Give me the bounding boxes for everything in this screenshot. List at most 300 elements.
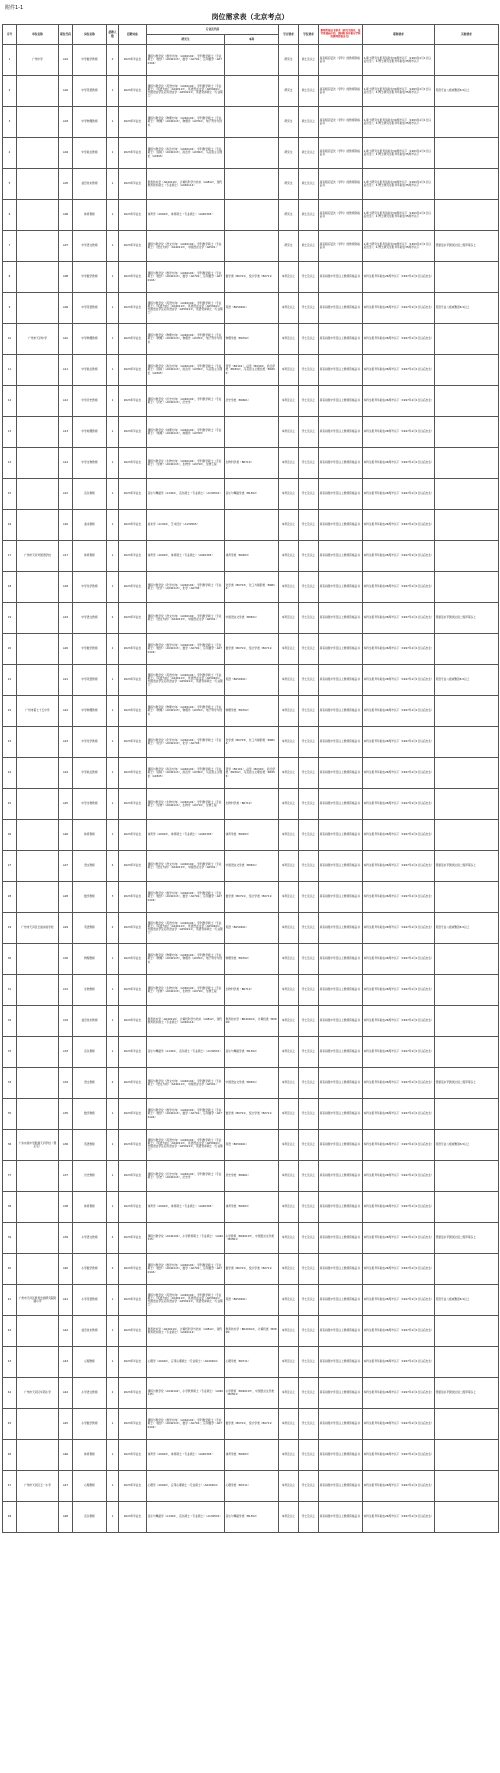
- title-cell: 本科生报考年龄在26周岁以下（1997年1月1日以后出生）: [363, 944, 435, 975]
- seq-cell: 30: [3, 944, 17, 975]
- other-cell: [435, 169, 499, 200]
- count-cell: 1: [107, 324, 119, 355]
- col-unit: 单位名称: [17, 25, 59, 45]
- seq-cell: 6: [3, 200, 17, 231]
- unit-cell: [17, 417, 59, 448]
- table-row: [3, 1254, 499, 1285]
- code-cell: A32: [59, 1006, 73, 1037]
- target-cell: 2023年毕业生: [119, 1347, 147, 1378]
- cert-cell: 具有初级中学及以上教师资格证书: [319, 603, 363, 634]
- seq-cell: 46: [3, 1440, 17, 1471]
- other-cell: [435, 820, 499, 851]
- title-cell: 本科生报考年龄在26周岁以下（1997年1月1日以后出生）: [363, 758, 435, 789]
- title-cell: 本科生报考年龄在26周岁以下（1997年1月1日以后出生）: [363, 665, 435, 696]
- seq-cell: 34: [3, 1068, 17, 1099]
- code-cell: A24: [59, 758, 73, 789]
- unit-cell: [17, 1316, 59, 1347]
- title-cell: 本科生报考年龄在26周岁以下（1997年1月1日以后出生）: [363, 324, 435, 355]
- other-cell: [435, 634, 499, 665]
- ug-major-cell: 体育学类（B0403）: [225, 1440, 279, 1471]
- title-cell: 本科生报考年龄在26周岁以下（1997年1月1日以后出生）: [363, 820, 435, 851]
- count-cell: 1: [107, 76, 119, 107]
- edu-cell: 本科及以上: [279, 572, 299, 603]
- post-cell: 心理教师: [73, 1347, 107, 1378]
- table-row: [3, 541, 499, 572]
- cert-cell: 具有初级中学及以上教师资格证书: [319, 1006, 363, 1037]
- other-cell: [435, 510, 499, 541]
- seq-cell: 31: [3, 975, 17, 1006]
- post-cell: 历史教师: [73, 1161, 107, 1192]
- edu-cell: 研究生: [279, 76, 299, 107]
- code-cell: A13: [59, 417, 73, 448]
- code-cell: A07: [59, 231, 73, 262]
- grad-major-cell: 课程与教学论（化学方向）（A040102），学科教学硕士（专业硕士）（化学）（A040113），化学（A0703）: [147, 572, 225, 603]
- code-cell: A29: [59, 913, 73, 944]
- col-degree: 学位要求: [299, 25, 319, 45]
- other-cell: [435, 107, 499, 138]
- table-row: [3, 448, 499, 479]
- target-cell: 2023年毕业生: [119, 1161, 147, 1192]
- grad-major-cell: 课程与教学论（语文方向）（A040102），学科教学硕士（专业硕士）（语文方向）（A040113），中国语言文学（A0501）: [147, 1068, 225, 1099]
- cert-cell: 具有初级中学及以上教师资格证书: [319, 789, 363, 820]
- post-cell: 小学语文教师: [73, 1378, 107, 1409]
- seq-cell: 10: [3, 324, 17, 355]
- count-cell: 1: [107, 1037, 119, 1068]
- edu-cell: 本科及以上: [279, 758, 299, 789]
- seq-cell: 13: [3, 417, 17, 448]
- degree-cell: 硕士及以上: [299, 107, 319, 138]
- unit-cell: [17, 262, 59, 293]
- ug-major-cell: 生物科学类（B0710）: [225, 448, 279, 479]
- table-row: [3, 1130, 499, 1161]
- edu-cell: 本科及以上: [279, 727, 299, 758]
- grad-major-cell: 课程与教学论（物理方向）（A040102），学科教学硕士（专业硕士）（物理）（A040113），物理学（A0702），电子科学与技术: [147, 944, 225, 975]
- count-cell: 1: [107, 1347, 119, 1378]
- ug-major-cell: 中国语言文学类（B0501）: [225, 1068, 279, 1099]
- table-row: [3, 603, 499, 634]
- code-cell: A05: [59, 169, 73, 200]
- ug-major-cell: 化学类（B0703），化工与制药类（B0814）: [225, 572, 279, 603]
- edu-cell: 本科及以上: [279, 1347, 299, 1378]
- table-row: [3, 76, 499, 107]
- ug-major-cell: 小学教育（B040107），中国语言文学类（B0501）: [225, 1223, 279, 1254]
- ug-major-cell: [225, 76, 279, 107]
- unit-cell: [17, 1223, 59, 1254]
- table-row: [3, 1006, 499, 1037]
- ug-major-cell: [225, 169, 279, 200]
- title-cell: 本科生报考年龄在26周岁以下（1997年1月1日以后出生）: [363, 572, 435, 603]
- count-cell: 1: [107, 541, 119, 572]
- target-cell: 2023年毕业生: [119, 1037, 147, 1068]
- grad-major-cell: 课程与教学论（政治方向）（A040102），学科教学硕士（专业硕士）（思政）（A040113），政治学（A0302），马克思主义理论（A0305）: [147, 138, 225, 169]
- seq-cell: 8: [3, 262, 17, 293]
- degree-cell: 学士及以上: [299, 913, 319, 944]
- unit-cell: [17, 386, 59, 417]
- unit-cell: 广州市天河区五一小学: [17, 1471, 59, 1502]
- count-cell: 1: [107, 665, 119, 696]
- count-cell: 1: [107, 169, 119, 200]
- cert-cell: 具有初级中学及以上教师资格证书: [319, 1037, 363, 1068]
- grad-major-cell: 课程与教学论（数学方向）（A040102），学科教学硕士（专业硕士）（数学）（A040113），数学（A0701），应用数学（A070104）: [147, 882, 225, 913]
- post-cell: 中学英语教师: [73, 665, 107, 696]
- post-cell: 中学语文教师: [73, 231, 107, 262]
- degree-cell: 学士及以上: [299, 1223, 319, 1254]
- post-cell: 心理教师: [73, 1471, 107, 1502]
- other-cell: [435, 262, 499, 293]
- table-row: [3, 355, 499, 386]
- target-cell: 2023年毕业生: [119, 1254, 147, 1285]
- post-cell: 中学物理教师: [73, 324, 107, 355]
- unit-cell: [17, 975, 59, 1006]
- title-cell: 本科生报考年龄在26周岁以下（1997年1月1日以后出生）: [363, 634, 435, 665]
- target-cell: 2023年毕业生: [119, 913, 147, 944]
- cert-cell: 具有初级中学及以上教师资格证书: [319, 1192, 363, 1223]
- code-cell: A17: [59, 541, 73, 572]
- target-cell: 2023年毕业生: [119, 76, 147, 107]
- title-cell: 本科生报考年龄在26周岁以下（1997年1月1日以后出生）: [363, 1130, 435, 1161]
- degree-cell: 学士及以上: [299, 665, 319, 696]
- grad-major-cell: 心理学（A0402），应用心理硕士（专业硕士）（A040204）: [147, 1347, 225, 1378]
- degree-cell: 学士及以上: [299, 1347, 319, 1378]
- edu-cell: 本科及以上: [279, 1099, 299, 1130]
- unit-cell: [17, 231, 59, 262]
- title-cell: 本科生报考年龄在26周岁以下（1997年1月1日以后出生）: [363, 882, 435, 913]
- cert-cell: 具有初级中学及以上教师资格证书: [319, 1471, 363, 1502]
- post-cell: 英语教师: [73, 1130, 107, 1161]
- cert-cell: 具有初级中学及以上教师资格证书: [319, 1378, 363, 1409]
- degree-cell: 学士及以上: [299, 1161, 319, 1192]
- title-cell: 本科生报考年龄在26周岁以下（1997年1月1日以后出生）: [363, 386, 435, 417]
- count-cell: 3: [107, 882, 119, 913]
- edu-cell: 本科及以上: [279, 479, 299, 510]
- target-cell: 2023年毕业生: [119, 231, 147, 262]
- table-row: [3, 1285, 499, 1316]
- unit-cell: [17, 200, 59, 231]
- title-cell: 本科生报考年龄在26周岁以下（1997年1月1日以后出生）: [363, 1316, 435, 1347]
- unit-cell: [17, 572, 59, 603]
- seq-cell: 45: [3, 1409, 17, 1440]
- ug-major-cell: 物理学类（B0702）: [225, 696, 279, 727]
- ug-major-cell: 英语（B050201）: [225, 913, 279, 944]
- target-cell: 2023年毕业生: [119, 138, 147, 169]
- title-cell: 本科生报考年龄在26周岁以下（1997年1月1日以后出生）: [363, 696, 435, 727]
- grad-major-cell: 课程与教学论（地理方向）（A040102），学科教学硕士（专业硕士）（地理）（A040113），地理学（A0705）: [147, 417, 225, 448]
- title-cell: 本科生报考年龄在26周岁以下（1997年1月1日以后出生）: [363, 262, 435, 293]
- seq-cell: 38: [3, 1192, 17, 1223]
- unit-cell: [17, 169, 59, 200]
- edu-cell: 本科及以上: [279, 1068, 299, 1099]
- code-cell: A44: [59, 1378, 73, 1409]
- target-cell: 2023年毕业生: [119, 1006, 147, 1037]
- edu-cell: 本科及以上: [279, 417, 299, 448]
- post-cell: 体育教师: [73, 1440, 107, 1471]
- post-cell: 体育教师: [73, 200, 107, 231]
- degree-cell: 学士及以上: [299, 1006, 319, 1037]
- degree-cell: 硕士及以上: [299, 231, 319, 262]
- ug-major-cell: 数学类（B0701），统计学类（B0711）: [225, 262, 279, 293]
- seq-cell: 22: [3, 696, 17, 727]
- grad-major-cell: 课程与教学论（英语方向）（A040102），学科教学硕士（专业硕士）（英语方向）（A040113），英语语言文学（A050201），外国语言学及应用语言学（A050211），英语笔译硕士（专业硕士）: [147, 913, 225, 944]
- edu-cell: 本科及以上: [279, 386, 299, 417]
- post-cell: 中学数学教师: [73, 262, 107, 293]
- other-cell: 英语专业八级或雅思6.5以上: [435, 1285, 499, 1316]
- unit-cell: 广州市天河中学: [17, 324, 59, 355]
- target-cell: 2023年毕业生: [119, 851, 147, 882]
- cert-cell: 具有初级中学及以上教师资格证书: [319, 262, 363, 293]
- target-cell: 2023年毕业生: [119, 1192, 147, 1223]
- title-cell: 1.硕士研究生报考年龄在30周岁以下（1993年1月1日以后出生）；2.博士研究生报考年龄在35周岁以下: [363, 200, 435, 231]
- ug-major-cell: 体育学类（B0403）: [225, 820, 279, 851]
- count-cell: 1: [107, 1130, 119, 1161]
- seq-cell: 40: [3, 1254, 17, 1285]
- count-cell: 1: [107, 355, 119, 386]
- edu-cell: 本科及以上: [279, 789, 299, 820]
- table-row: [3, 665, 499, 696]
- seq-cell: 29: [3, 913, 17, 944]
- table-row: [3, 1502, 499, 1533]
- table-row: [3, 696, 499, 727]
- ug-major-cell: [225, 231, 279, 262]
- seq-cell: 7: [3, 231, 17, 262]
- cert-cell: 具有初级中学及以上教师资格证书: [319, 1409, 363, 1440]
- degree-cell: 学士及以上: [299, 386, 319, 417]
- degree-cell: 学士及以上: [299, 882, 319, 913]
- post-cell: 音乐教师: [73, 1037, 107, 1068]
- post-cell: 小学英语教师: [73, 1285, 107, 1316]
- code-cell: A28: [59, 882, 73, 913]
- edu-cell: 本科及以上: [279, 1285, 299, 1316]
- other-cell: [435, 789, 499, 820]
- post-cell: 中学数学教师: [73, 634, 107, 665]
- other-cell: [435, 324, 499, 355]
- target-cell: 2023年毕业生: [119, 882, 147, 913]
- code-cell: A40: [59, 1254, 73, 1285]
- edu-cell: 本科及以上: [279, 1409, 299, 1440]
- title-cell: 本科生报考年龄在26周岁以下（1997年1月1日以后出生）: [363, 1068, 435, 1099]
- unit-cell: [17, 1068, 59, 1099]
- grad-major-cell: 教育技术学（A040110），计算机科学与技术（A0812），现代教育技术硕士（专业硕士）（A040114）: [147, 1316, 225, 1347]
- grad-major-cell: 课程与教学论（历史方向）（A040102），学科教学硕士（专业硕士）（历史）（A040113），历史学: [147, 386, 225, 417]
- grad-major-cell: 课程与教学论（生物方向）（A040102），学科教学硕士（专业硕士）（生物）（A040113），生物学（A0710），生物工程: [147, 789, 225, 820]
- grad-major-cell: 美术学（A1304），艺术设计（A130505）: [147, 510, 225, 541]
- seq-cell: 43: [3, 1347, 17, 1378]
- post-cell: 中学政治教师: [73, 355, 107, 386]
- other-cell: [435, 479, 499, 510]
- post-cell: 体育教师: [73, 1192, 107, 1223]
- cert-cell: 具有初级中学及以上教师资格证书: [319, 1068, 363, 1099]
- count-cell: 1: [107, 975, 119, 1006]
- table-row: [3, 1161, 499, 1192]
- code-cell: A09: [59, 293, 73, 324]
- seq-cell: 23: [3, 727, 17, 758]
- table-row: [3, 138, 499, 169]
- grad-major-cell: 体育学（A0403），体育硕士（专业硕士）（A040305）: [147, 1192, 225, 1223]
- degree-cell: 学士及以上: [299, 1068, 319, 1099]
- unit-cell: [17, 1099, 59, 1130]
- seq-cell: 48: [3, 1502, 17, 1533]
- edu-cell: 本科及以上: [279, 1006, 299, 1037]
- edu-cell: 本科及以上: [279, 665, 299, 696]
- other-cell: [435, 386, 499, 417]
- degree-cell: 学士及以上: [299, 1285, 319, 1316]
- count-cell: 1: [107, 1006, 119, 1037]
- table-row: [3, 1192, 499, 1223]
- target-cell: 2023年毕业生: [119, 820, 147, 851]
- edu-cell: 本科及以上: [279, 1223, 299, 1254]
- seq-cell: 25: [3, 789, 17, 820]
- count-cell: 2: [107, 1378, 119, 1409]
- unit-cell: [17, 1006, 59, 1037]
- post-cell: 中学物理教师: [73, 107, 107, 138]
- target-cell: 2023年毕业生: [119, 975, 147, 1006]
- other-cell: [435, 1099, 499, 1130]
- table-row: [3, 758, 499, 789]
- seq-cell: 27: [3, 851, 17, 882]
- table-row: [3, 293, 499, 324]
- count-cell: 1: [107, 758, 119, 789]
- target-cell: 2023年毕业生: [119, 355, 147, 386]
- table-body: [3, 45, 499, 1533]
- unit-cell: [17, 1440, 59, 1471]
- degree-cell: 学士及以上: [299, 789, 319, 820]
- code-cell: A39: [59, 1223, 73, 1254]
- other-cell: [435, 696, 499, 727]
- count-cell: 1: [107, 293, 119, 324]
- degree-cell: 学士及以上: [299, 851, 319, 882]
- post-cell: 语文教师: [73, 1068, 107, 1099]
- code-cell: A27: [59, 851, 73, 882]
- ug-major-cell: 体育学类（B0403）: [225, 1192, 279, 1223]
- col-ug: 本科: [225, 35, 279, 45]
- ug-major-cell: [225, 45, 279, 76]
- edu-cell: 本科及以上: [279, 882, 299, 913]
- edu-cell: 本科及以上: [279, 1316, 299, 1347]
- cert-cell: 具有初级中学及以上教师资格证书: [319, 572, 363, 603]
- post-cell: 中学生物教师: [73, 448, 107, 479]
- target-cell: 2023年毕业生: [119, 510, 147, 541]
- ug-major-cell: 小学教育（B040107），中国语言文学类（B0501）: [225, 1378, 279, 1409]
- other-cell: 英语专业八级或雅思6.5以上: [435, 293, 499, 324]
- edu-cell: 本科及以上: [279, 975, 299, 1006]
- count-cell: 1: [107, 696, 119, 727]
- ug-major-cell: [225, 107, 279, 138]
- target-cell: 2023年毕业生: [119, 169, 147, 200]
- ug-major-cell: 历史学类（B0601）: [225, 1161, 279, 1192]
- post-cell: 物理教师: [73, 944, 107, 975]
- target-cell: 2023年毕业生: [119, 417, 147, 448]
- cert-cell: 具有相应层次（学科）的教师资格证书: [319, 169, 363, 200]
- cert-cell: 具有初级中学及以上教师资格证书: [319, 758, 363, 789]
- title-cell: 本科生报考年龄在26周岁以下（1997年1月1日以后出生）: [363, 789, 435, 820]
- target-cell: 2023年毕业生: [119, 572, 147, 603]
- cert-cell: 具有相应层次（学科）的教师资格证书: [319, 231, 363, 262]
- degree-cell: 学士及以上: [299, 324, 319, 355]
- ug-major-cell: 数学类（B0701），统计学类（B0711）: [225, 1099, 279, 1130]
- other-cell: [435, 1192, 499, 1223]
- title-cell: 本科生报考年龄在26周岁以下（1997年1月1日以后出生）: [363, 851, 435, 882]
- target-cell: 2023年毕业生: [119, 107, 147, 138]
- seq-cell: 9: [3, 293, 17, 324]
- ug-major-cell: [225, 510, 279, 541]
- col-count: 招聘人数: [107, 25, 119, 45]
- code-cell: A34: [59, 1068, 73, 1099]
- cert-cell: 具有初级中学及以上教师资格证书: [319, 1285, 363, 1316]
- ug-major-cell: [225, 138, 279, 169]
- degree-cell: 学士及以上: [299, 510, 319, 541]
- code-cell: A36: [59, 1130, 73, 1161]
- table-row: [3, 1440, 499, 1471]
- title-cell: 1.硕士研究生报考年龄在30周岁以下（1993年1月1日以后出生）；2.博士研究生报考年龄在35周岁以下: [363, 76, 435, 107]
- degree-cell: 硕士及以上: [299, 45, 319, 76]
- count-cell: 1: [107, 1099, 119, 1130]
- degree-cell: 学士及以上: [299, 262, 319, 293]
- target-cell: 2023年毕业生: [119, 634, 147, 665]
- other-cell: [435, 758, 499, 789]
- count-cell: 2: [107, 634, 119, 665]
- count-cell: 2: [107, 1254, 119, 1285]
- code-cell: A02: [59, 76, 73, 107]
- count-cell: 1: [107, 1471, 119, 1502]
- table-row: [3, 913, 499, 944]
- title-cell: 本科生报考年龄在26周岁以下（1997年1月1日以后出生）: [363, 1006, 435, 1037]
- unit-cell: [17, 603, 59, 634]
- ug-major-cell: 心理学类（B0711）: [225, 1471, 279, 1502]
- other-cell: 英语专业八级或雅思6.5以上: [435, 1130, 499, 1161]
- col-post: 岗位名称: [73, 25, 107, 45]
- code-cell: A25: [59, 789, 73, 820]
- table-row: [3, 1378, 499, 1409]
- seq-cell: 16: [3, 510, 17, 541]
- post-cell: 音乐教师: [73, 1502, 107, 1533]
- unit-cell: 广州市天河区长湴实验学校: [17, 913, 59, 944]
- target-cell: 2023年毕业生: [119, 479, 147, 510]
- title-cell: 本科生报考年龄在26周岁以下（1997年1月1日以后出生）: [363, 1099, 435, 1130]
- edu-cell: 本科及以上: [279, 820, 299, 851]
- code-cell: A21: [59, 665, 73, 696]
- cert-cell: 具有初级中学及以上教师资格证书: [319, 1440, 363, 1471]
- post-cell: 中学政治教师: [73, 138, 107, 169]
- other-cell: [435, 1316, 499, 1347]
- col-edu: 学历要求: [279, 25, 299, 45]
- seq-cell: 28: [3, 882, 17, 913]
- edu-cell: 研究生: [279, 200, 299, 231]
- cert-cell: 具有相应层次（学科）的教师资格证书: [319, 45, 363, 76]
- cert-cell: 具有初级中学及以上教师资格证书: [319, 913, 363, 944]
- target-cell: 2023年毕业生: [119, 541, 147, 572]
- other-cell: [435, 1254, 499, 1285]
- ug-major-cell: 生物科学类（B0710）: [225, 789, 279, 820]
- code-cell: A30: [59, 944, 73, 975]
- ug-major-cell: 历史学类（B0601）: [225, 386, 279, 417]
- unit-cell: [17, 1037, 59, 1068]
- post-cell: 小学数学教师: [73, 1409, 107, 1440]
- unit-cell: [17, 1254, 59, 1285]
- grad-major-cell: 课程与教学论（英语方向）（A040102），学科教学硕士（专业硕士）（英语方向）（A040113），英语语言文学（A050201），外国语言学及应用语言学（A050211），英语笔译硕士（专业硕士）: [147, 665, 225, 696]
- grad-major-cell: 课程与教学论（A040102），小学教育硕士（专业硕士）（A040115）: [147, 1378, 225, 1409]
- edu-cell: 本科及以上: [279, 541, 299, 572]
- other-cell: [435, 1440, 499, 1471]
- other-cell: [435, 45, 499, 76]
- title-cell: 本科生报考年龄在26周岁以下（1997年1月1日以后出生）: [363, 1037, 435, 1068]
- table-row: [3, 1037, 499, 1068]
- degree-cell: 学士及以上: [299, 820, 319, 851]
- target-cell: 2023年毕业生: [119, 727, 147, 758]
- cert-cell: 具有初级中学及以上教师资格证书: [319, 479, 363, 510]
- degree-cell: 学士及以上: [299, 1440, 319, 1471]
- unit-cell: [17, 293, 59, 324]
- edu-cell: 本科及以上: [279, 944, 299, 975]
- ug-major-cell: 化学类（B0703），化工与制药类（B0814）: [225, 727, 279, 758]
